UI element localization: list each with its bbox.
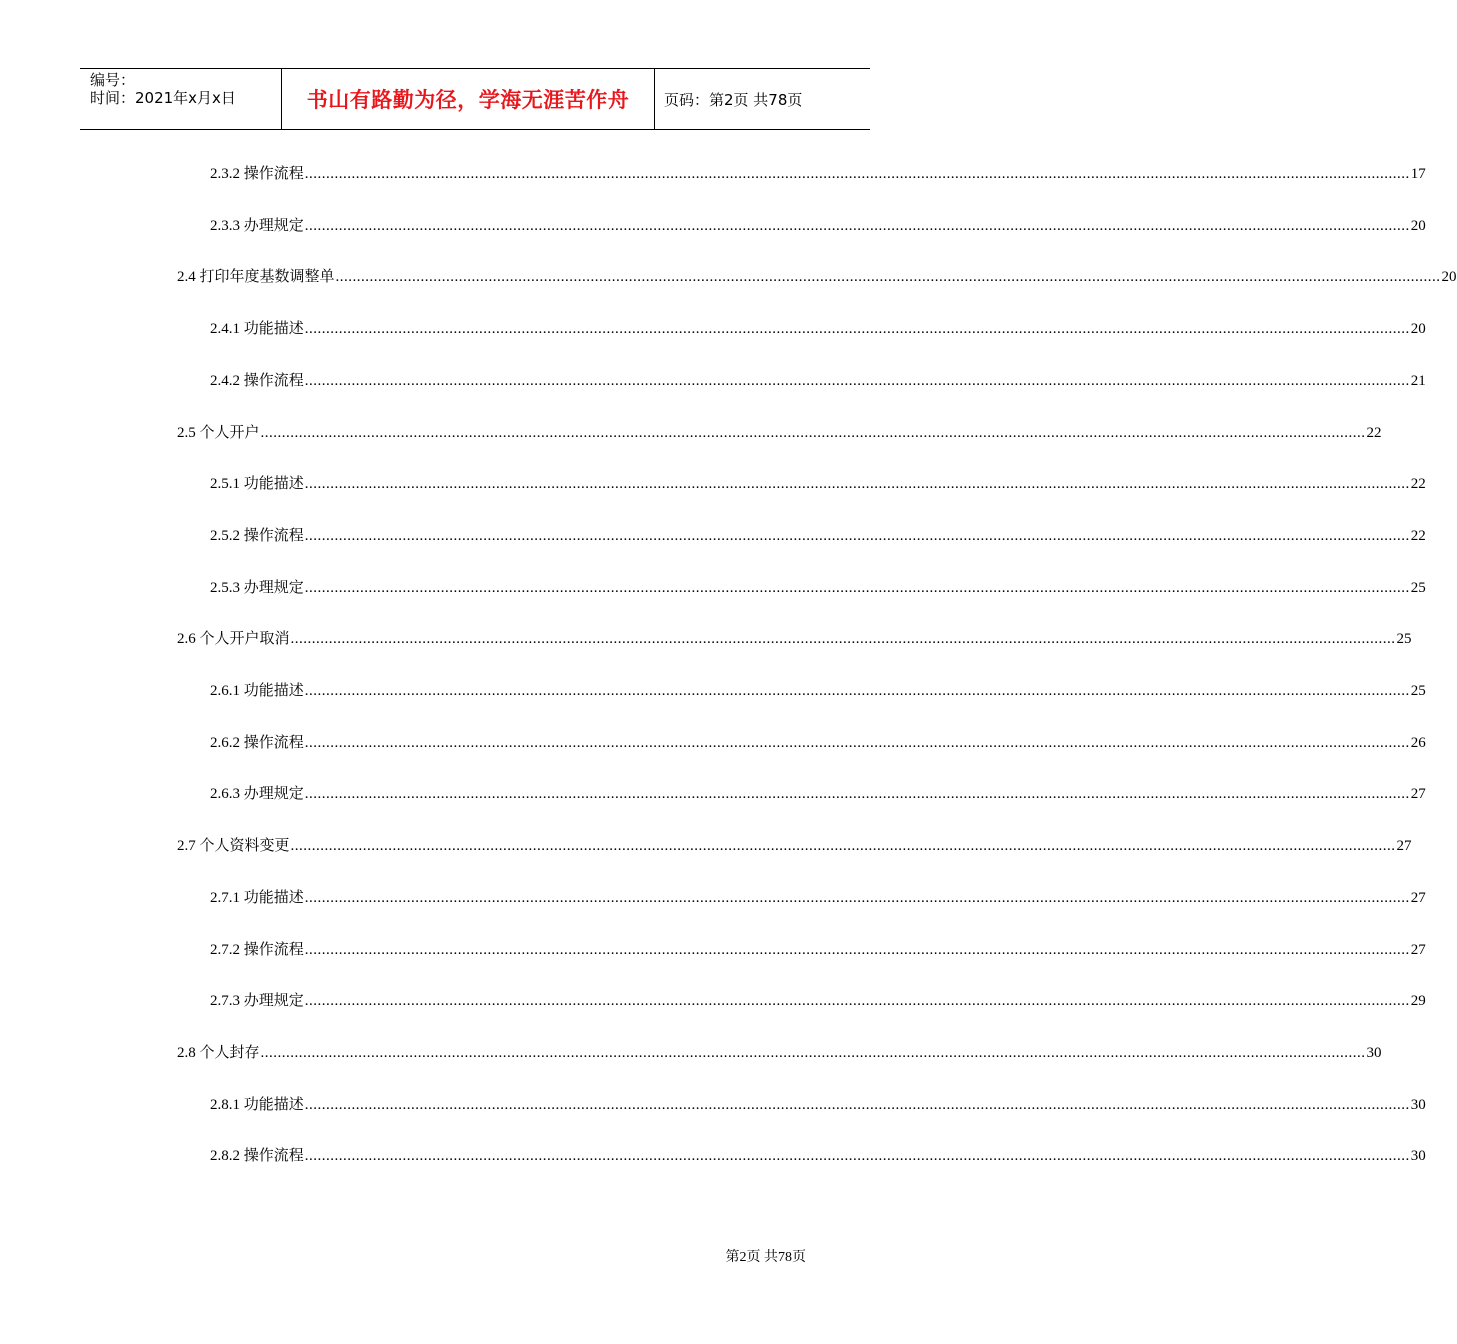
- toc-dot-leader: ....................................................................................................................................................................................................................................................................: [304, 683, 1410, 699]
- toc-entry[interactable]: [177, 627, 1412, 651]
- toc-entry-page-number: 22: [1410, 476, 1426, 493]
- toc-entry[interactable]: [210, 576, 1426, 600]
- header-page-info: 页码：第2页 共78页: [664, 90, 803, 109]
- toc-entry[interactable]: [210, 731, 1426, 755]
- toc-entry-title: 2.7 个人资料变更: [177, 838, 290, 855]
- toc-entry-page-number: 27: [1410, 786, 1426, 803]
- toc-dot-leader: ....................................................................................................................................................................................................................................................................: [304, 941, 1410, 958]
- toc-entry-page-number: 20: [1410, 217, 1426, 234]
- toc-entry[interactable]: [177, 265, 1457, 289]
- toc-entry-page-number: 27: [1396, 838, 1412, 855]
- toc-entry[interactable]: [177, 834, 1412, 858]
- toc-entry-page-number: 21: [1410, 372, 1426, 389]
- header-motto: 书山有路勤为径，学海无涯苦作舟: [306, 88, 630, 112]
- toc-dot-leader: ....................................................................................................................................................................................................................................................................: [290, 631, 1396, 648]
- toc-entry-page-number: 26: [1410, 734, 1426, 751]
- toc-entry-title: 2.8.2 操作流程: [210, 1148, 304, 1165]
- toc-dot-leader: ....................................................................................................................................................................................................................................................................: [304, 527, 1410, 544]
- toc-dot-leader: ....................................................................................................................................................................................................................................................................: [304, 217, 1410, 234]
- header-page-cell: [655, 69, 870, 129]
- toc-entry-title: 2.3.2 操作流程: [210, 166, 304, 182]
- toc-entry-title: 2.6.3 办理规定: [210, 786, 304, 803]
- header-motto-cell: [282, 69, 655, 129]
- toc-dot-leader: ....................................................................................................................................................................................................................................................................: [304, 166, 1410, 182]
- toc-entry[interactable]: [210, 524, 1426, 548]
- serial-number-label: 编号：: [90, 71, 136, 89]
- toc-entry[interactable]: [210, 162, 1426, 186]
- toc-entry-title: 2.4.2 操作流程: [210, 372, 304, 389]
- toc-entry-title: 2.6.2 操作流程: [210, 734, 304, 751]
- toc-entry-title: 2.3.3 办理规定: [210, 217, 304, 234]
- toc-entry-title: 2.7.3 办理规定: [210, 993, 304, 1010]
- toc-entry-title: 2.4.1 功能描述: [210, 321, 304, 338]
- toc-dot-leader: ....................................................................................................................................................................................................................................................................: [304, 579, 1410, 596]
- toc-dot-leader: ....................................................................................................................................................................................................................................................................: [304, 1148, 1410, 1165]
- toc-dot-leader: ....................................................................................................................................................................................................................................................................: [335, 269, 1441, 286]
- toc-entry-page-number: 29: [1410, 993, 1426, 1010]
- toc-entry-page-number: 27: [1410, 889, 1426, 906]
- toc-dot-leader: ....................................................................................................................................................................................................................................................................: [304, 321, 1410, 338]
- toc-dot-leader: ....................................................................................................................................................................................................................................................................: [304, 1096, 1410, 1113]
- toc-entry[interactable]: [177, 1041, 1382, 1065]
- toc-entry-title: 2.5.3 办理规定: [210, 579, 304, 596]
- toc-entry[interactable]: [210, 1093, 1426, 1117]
- toc-dot-leader: ....................................................................................................................................................................................................................................................................: [304, 476, 1410, 493]
- toc-entry-title: 2.6 个人开户取消: [177, 631, 290, 648]
- toc-entry[interactable]: [210, 679, 1426, 703]
- header-meta-cell: [80, 69, 282, 129]
- toc-entry[interactable]: [210, 782, 1426, 806]
- toc-entry[interactable]: [210, 369, 1426, 393]
- toc-entry-page-number: 25: [1410, 579, 1426, 596]
- toc-entry-page-number: 20: [1410, 321, 1426, 338]
- toc-entry-title: 2.5 个人开户: [177, 424, 260, 441]
- toc-entry-title: 2.8.1 功能描述: [210, 1096, 304, 1113]
- toc-entry[interactable]: [210, 886, 1426, 910]
- toc-entry[interactable]: [210, 317, 1426, 341]
- page-header: [80, 68, 870, 130]
- toc-dot-leader: ....................................................................................................................................................................................................................................................................: [260, 1044, 1366, 1061]
- toc-dot-leader: ....................................................................................................................................................................................................................................................................: [304, 786, 1410, 803]
- toc-entry[interactable]: [210, 214, 1426, 238]
- toc-dot-leader: ....................................................................................................................................................................................................................................................................: [304, 993, 1410, 1010]
- toc-entry-page-number: 27: [1410, 941, 1426, 958]
- toc-entry[interactable]: [210, 989, 1426, 1013]
- toc-entry-page-number: 25: [1410, 683, 1426, 699]
- toc-entry-title: 2.7.1 功能描述: [210, 889, 304, 906]
- date-label: 时间：2021年x月x日: [90, 89, 236, 107]
- toc-entry[interactable]: [210, 938, 1426, 962]
- toc-entry-title: 2.5.2 操作流程: [210, 527, 304, 544]
- toc-dot-leader: ....................................................................................................................................................................................................................................................................: [304, 372, 1410, 389]
- toc-entry-page-number: 30: [1366, 1044, 1382, 1061]
- toc-entry-title: 2.5.1 功能描述: [210, 476, 304, 493]
- toc-entry-title: 2.4 打印年度基数调整单: [177, 269, 335, 286]
- toc-entry-page-number: 25: [1396, 631, 1412, 648]
- toc-entry-page-number: 30: [1410, 1096, 1426, 1113]
- toc-entry-title: 2.6.1 功能描述: [210, 683, 304, 699]
- toc-dot-leader: ....................................................................................................................................................................................................................................................................: [260, 424, 1366, 441]
- toc-dot-leader: ....................................................................................................................................................................................................................................................................: [290, 838, 1396, 855]
- page-footer: 第2页 共78页: [725, 1250, 806, 1265]
- toc-entry[interactable]: [210, 1144, 1426, 1168]
- toc-entry-page-number: 22: [1410, 527, 1426, 544]
- toc-dot-leader: ....................................................................................................................................................................................................................................................................: [304, 734, 1410, 751]
- toc-entry-page-number: 22: [1366, 424, 1382, 441]
- toc-entry[interactable]: [177, 421, 1382, 445]
- toc-entry-page-number: 20: [1441, 269, 1457, 286]
- toc-entry[interactable]: [210, 472, 1426, 496]
- toc-entry-title: 2.7.2 操作流程: [210, 941, 304, 958]
- toc-entry-page-number: 30: [1410, 1148, 1426, 1165]
- toc-dot-leader: ....................................................................................................................................................................................................................................................................: [304, 889, 1410, 906]
- toc-entry-page-number: 17: [1410, 166, 1426, 182]
- toc-entry-title: 2.8 个人封存: [177, 1044, 260, 1061]
